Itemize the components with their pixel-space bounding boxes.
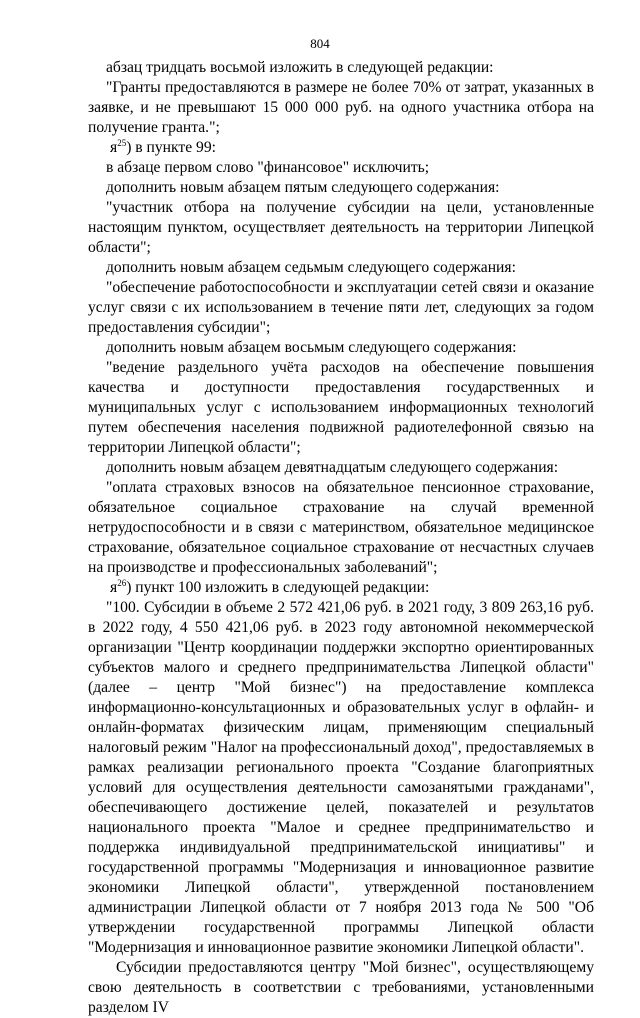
paragraph: абзац тридцать восьмой изложить в следующей редакции: (106, 59, 494, 76)
document-body (88, 58, 594, 1018)
page-number: 804 (310, 36, 330, 51)
item-superscript: 25 (117, 137, 127, 148)
item-letter: я (110, 139, 118, 156)
paragraph-item-ya26 (88, 578, 594, 598)
paragraph: "100. Субсидии в объеме 2 572 421,06 руб. в 2021 году, 3 809 263,16 руб. в 2022 году, 4 550 421,06 руб. в 2023 году автономной некоммерческой организации "Центр координации поддержки экспортно ориентированных субъектов малого и среднего предпринимательства Липецкой области" (далее – центр "Мой бизнес") на предоставление комплекса информационно-консультационных и образовательных услуг в офлайн- и онлайн-форматах физическим лицам, применяющим специальный налоговый режим "Налог на профессиональный доход", предоставляемых в рамках реализации регионального проекта "Создание благоприятных условий для осуществления деятельности самозанятыми гражданами", обеспечивающего достижение целей, показателей и результатов национального проекта "Малое и среднее предпринимательство и поддержка индивидуальной предпринимательской инициативы" и государственной программы "Модернизация и инновационное развитие экономики Липецкой области", утвержденной постановлением администрации Липецкой области от 7 ноября 2013 года № 500 "Об утверждении государственной программы Липецкой области "Модернизация и инновационное развитие экономики Липецкой области". (88, 599, 594, 956)
paragraph: дополнить новым абзацем пятым следующего содержания: (106, 179, 500, 196)
item-superscript: 26 (117, 577, 127, 588)
paragraph: дополнить новым абзацем восьмым следующего содержания: (106, 339, 517, 356)
item-text: ) в пункте 99: (126, 139, 216, 156)
item-text: ) пункт 100 изложить в следующей редакции: (126, 579, 430, 596)
paragraph-item-ya25 (88, 138, 594, 158)
paragraph: "обеспечение работоспособности и эксплуатации сетей связи и оказание услуг связи с их использованием в течение пяти лет, следующих за годом предоставления субсидии"; (88, 279, 594, 336)
paragraph: в абзаце первом слово "финансовое" исключить; (106, 159, 430, 176)
item-letter: я (110, 579, 118, 596)
paragraph: дополнить новым абзацем девятнадцатым следующего содержания: (106, 459, 559, 476)
paragraph: "оплата страховых взносов на обязательное пенсионное страхование, обязательное социальное страхование на случай временной нетрудоспособности и в связи с материнством, обязательное медицинское страхование, обязательное социальное страхование от несчастных случаев на производстве и профессиональных заболеваний"; (88, 479, 594, 576)
paragraph: Субсидии предоставляются центру "Мой бизнес", осуществляющему свою деятельность в соответствии с требованиями, установленными разделом IV (88, 959, 594, 1016)
paragraph: "ведение раздельного учёта расходов на обеспечение повышения качества и доступности предоставления государственных и муниципальных услуг с использованием информационных технологий путем обеспечения населения подвижной радиотелефонной связью на территории Липецкой области"; (88, 359, 594, 456)
paragraph: "Гранты предоставляются в размере не более 70% от затрат, указанных в заявке, и не превышают 15 000 000 руб. на одного участника отбора на получение гранта."; (88, 79, 594, 136)
paragraph: "участник отбора на получение субсидии на цели, установленные настоящим пунктом, осуществляет деятельность на территории Липецкой области"; (88, 199, 594, 256)
paragraph: дополнить новым абзацем седьмым следующего содержания: (106, 259, 516, 276)
